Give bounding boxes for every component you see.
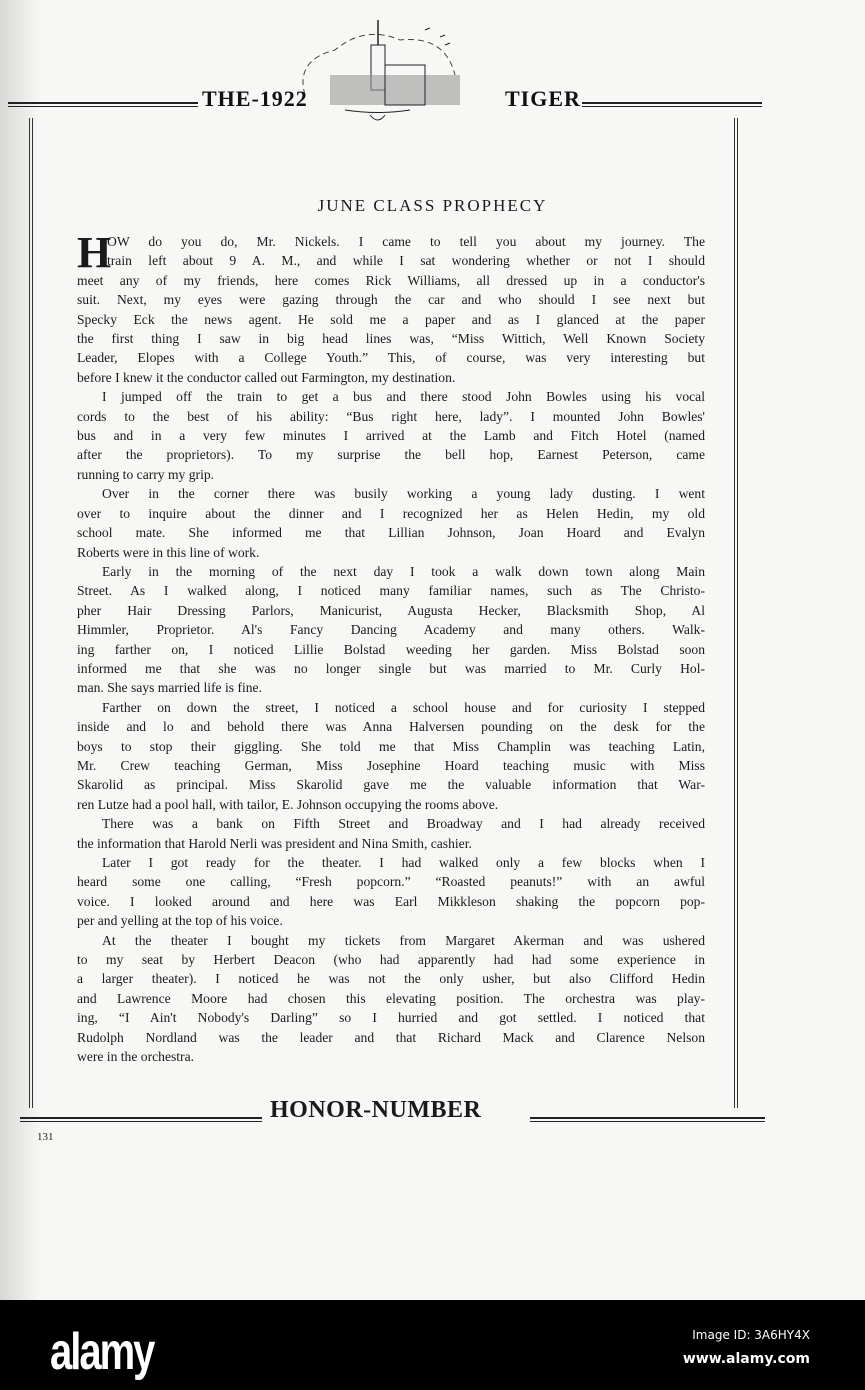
text-line: Farther on down the street, I noticed a school house and for curiosity I stepped — [102, 699, 705, 715]
text-line: Street. As I walked along, I noticed many familiar names, such as The Christo- — [77, 583, 705, 599]
text-line: voice. I looked around and here was Earl Mikkleson shaking the popcorn pop- — [77, 893, 705, 909]
text-line: train left about 9 A. M., and while I sat wondering whether or not I should — [107, 253, 705, 269]
text-line: ing, “I Ain't Nobody's Darling” so I hurried and got settled. I noticed that — [77, 1010, 705, 1026]
header-rule-right — [582, 102, 762, 107]
footer-rule-right — [530, 1117, 765, 1122]
text-line: cords to the best of his ability: “Bus right here, lady”. I mounted John Bowles' — [77, 408, 705, 424]
campus-building-emblem — [285, 15, 515, 125]
text-line: heard some one calling, “Fresh popcorn.” “Roasted peanuts!” with an awful — [77, 874, 705, 890]
text-line: Mr. Crew teaching German, Miss Josephine Hoard teaching music with Miss — [77, 757, 705, 773]
alamy-logo: alamy — [50, 1323, 154, 1381]
text-line: a larger theater). I noticed he was not the only usher, but also Clifford Hedin — [77, 971, 705, 987]
article-body — [77, 228, 705, 1066]
text-line: Roberts were in this line of work. — [77, 544, 260, 560]
text-line: man. She says married life is fine. — [77, 680, 262, 696]
text-line: before I knew it the conductor called out Farmington, my destination. — [77, 369, 456, 385]
frame-left-border — [29, 118, 33, 1108]
text-line: Later I got ready for the theater. I had walked only a few blocks when I — [102, 855, 705, 870]
text-line: were in the orchestra. — [77, 1049, 195, 1065]
drop-cap: H — [77, 228, 112, 277]
article-title: JUNE CLASS PROPHECY — [317, 196, 548, 215]
footer-title: HONOR-NUMBER — [270, 1097, 482, 1123]
header-title-left: THE-1922 — [202, 86, 308, 111]
text-line: Over in the corner there was busily working a young lady dusting. I went — [102, 486, 705, 502]
text-line: school mate. She informed me that Lillian Johnson, Joan Hoard and Evalyn — [77, 525, 705, 541]
text-line: the first thing I saw in big head lines was, “Miss Wittich, Well Known Society — [77, 331, 705, 347]
text-line: Rudolph Nordland was the leader and that Richard Mack and Clarence Nelson — [77, 1029, 705, 1045]
image-id: Image ID: 3A6HY4X — [692, 1328, 810, 1342]
text-line: after the proprietors). To my surprise the bell hop, Earnest Peterson, came — [77, 447, 705, 463]
text-line: At the theater I bought my tickets from Margaret Akerman and was ushered — [102, 932, 705, 948]
scan-edge-shadow — [0, 0, 40, 1300]
text-line: over to inquire about the dinner and I recognized her as Helen Hedin, my old — [77, 505, 705, 521]
text-line: I jumped off the train to get a bus and there stood John Bowles using his vocal — [102, 389, 705, 405]
page-number: 131 — [37, 1131, 54, 1143]
text-line: OW do you do, Mr. Nickels. I came to tell you about my journey. The — [107, 234, 705, 249]
text-line: and Lawrence Moore had chosen this elevating position. The orchestra was play- — [77, 990, 705, 1006]
text-line: suit. Next, my eyes were gazing through the car and who should I see next but — [77, 292, 705, 308]
text-line: Leader, Elopes with a College Youth.” This, of course, was very interesting but — [77, 350, 705, 366]
header-rule-left — [8, 102, 198, 107]
text-line: per and yelling at the top of his voice. — [77, 913, 283, 929]
text-line: ing farther on, I noticed Lillie Bolstad weeding her garden. Miss Bolstad soon — [77, 641, 705, 657]
text-line: inside and lo and behold there was Anna Halversen pounding on the desk for the — [77, 719, 705, 735]
watermark-url: www.alamy.com — [682, 1351, 810, 1367]
text-line: the information that Harold Nerli was president and Nina Smith, cashier. — [77, 835, 472, 851]
text-line: Himmler, Proprietor. Al's Fancy Dancing Academy and many others. Walk- — [77, 622, 705, 638]
text-line: Early in the morning of the next day I took a walk down town along Main — [102, 563, 705, 579]
footer-rule-left — [20, 1117, 262, 1122]
header-title-right: TIGER — [505, 86, 581, 111]
text-line: informed me that she was no longer single but was married to Mr. Curly Hol- — [77, 660, 705, 676]
frame-right-border — [734, 118, 738, 1108]
text-line: running to carry my grip. — [77, 466, 215, 482]
text-line: meet any of my friends, here comes Rick Williams, all dressed up in a conductor's — [77, 272, 705, 288]
text-line: ren Lutze had a pool hall, with tailor, E. Johnson occupying the rooms above. — [77, 796, 499, 812]
text-line: bus and in a very few minutes I arrived at the Lamb and Fitch Hotel (named — [77, 428, 705, 444]
text-line: to my seat by Herbert Deacon (who had apparently had had some experience in — [77, 952, 705, 968]
text-line: There was a bank on Fifth Street and Broadway and I had already received — [102, 816, 705, 832]
text-line: boys to stop their giggling. She told me that Miss Champlin was teaching Latin, — [77, 738, 705, 754]
text-line: pher Hair Dressing Parlors, Manicurist, Augusta Hecker, Blacksmith Shop, Al — [77, 602, 705, 618]
text-line: Specky Eck the news agent. He sold me a paper and as I glanced at the paper — [77, 311, 705, 327]
text-line: Skarolid as principal. Miss Skarolid gave me the valuable information that War- — [77, 777, 705, 793]
